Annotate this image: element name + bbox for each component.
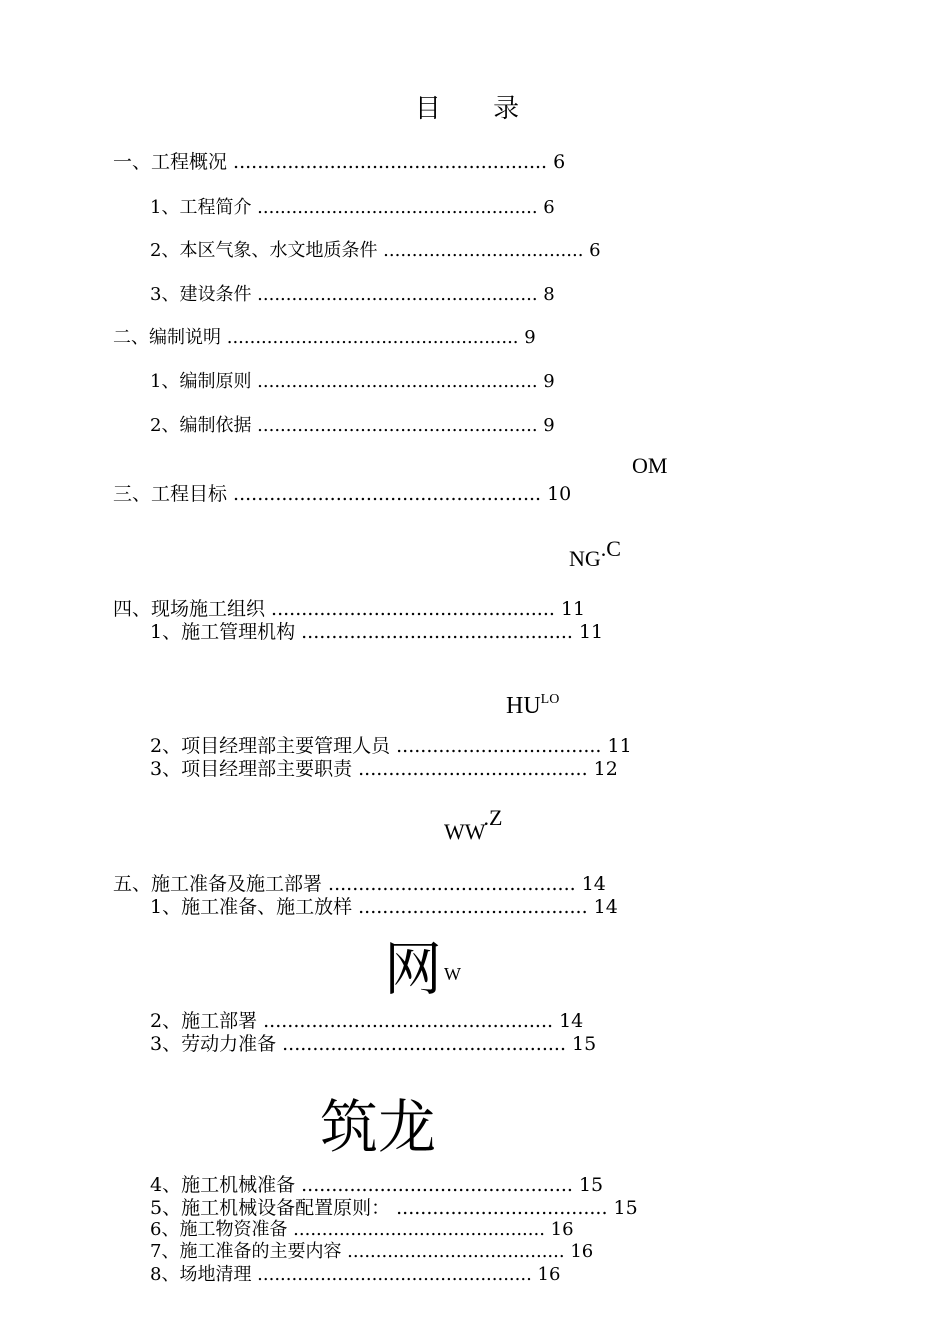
toc-title: 目 录 [414,94,542,124]
watermark-ww-sup: .Z [483,805,503,830]
toc-entry[interactable]: 二、编制说明 ................................................... 9 [113,327,536,348]
watermark-om: OM [632,453,668,478]
toc-entry[interactable]: 3、建设条件 ................................................. 8 [150,284,555,305]
toc-entry[interactable]: 5、施工机械设备配置原则： ................................... 15 [150,1197,638,1219]
toc-entry[interactable]: 1、编制原则 ................................................. 9 [150,371,555,392]
toc-entry[interactable]: 五、施工准备及施工部署 ......................................... 14 [113,873,606,895]
toc-entry[interactable]: 2、施工部署 ................................................ 14 [150,1010,584,1032]
watermark-hu-text: HU [506,693,541,719]
watermark-hu-sup: LO [540,692,560,707]
watermark-ng-sup: .C [600,536,621,561]
toc-entry[interactable]: 7、施工准备的主要内容 ...................................... 16 [150,1241,594,1262]
watermark-hu [506,694,559,718]
toc-entry[interactable]: 8、场地清理 ................................................ 16 [150,1264,561,1285]
toc-entry[interactable]: 1、工程简介 ................................................. 6 [150,197,555,218]
watermark-net: 网 [384,935,443,1003]
toc-entry[interactable]: 2、本区气象、水文地质条件 ................................... 6 [150,240,601,261]
watermark-ww-text: WW [444,819,484,844]
watermark-ng [569,536,621,571]
toc-entry[interactable]: 3、劳动力准备 ............................................... 15 [150,1033,597,1055]
watermark-w: W [444,964,461,984]
toc-entry[interactable]: 6、施工物资准备 ............................................ 16 [150,1219,574,1240]
toc-entry[interactable]: 4、施工机械准备 ............................................. 15 [150,1174,604,1196]
toc-entry[interactable]: 3、项目经理部主要职责 ...................................... 12 [150,758,618,780]
toc-entry[interactable]: 2、项目经理部主要管理人员 .................................. 11 [150,735,632,757]
toc-entry[interactable]: 三、工程目标 ................................................... 10 [113,483,572,505]
toc-entry[interactable]: 1、施工准备、施工放样 ...................................... 14 [150,896,618,918]
toc-entry[interactable]: 2、编制依据 ................................................. 9 [150,415,555,436]
toc-entry[interactable]: 1、施工管理机构 ............................................. 11 [150,621,604,643]
toc-entry[interactable]: 一、工程概况 .................................................... 6 [113,151,566,173]
toc-entry[interactable]: 四、现场施工组织 ............................................... 11 [113,598,586,620]
watermark-ng-text: NG [569,546,601,571]
watermark-ww [444,805,503,844]
watermark-zhulong: 筑龙 [320,1093,437,1161]
